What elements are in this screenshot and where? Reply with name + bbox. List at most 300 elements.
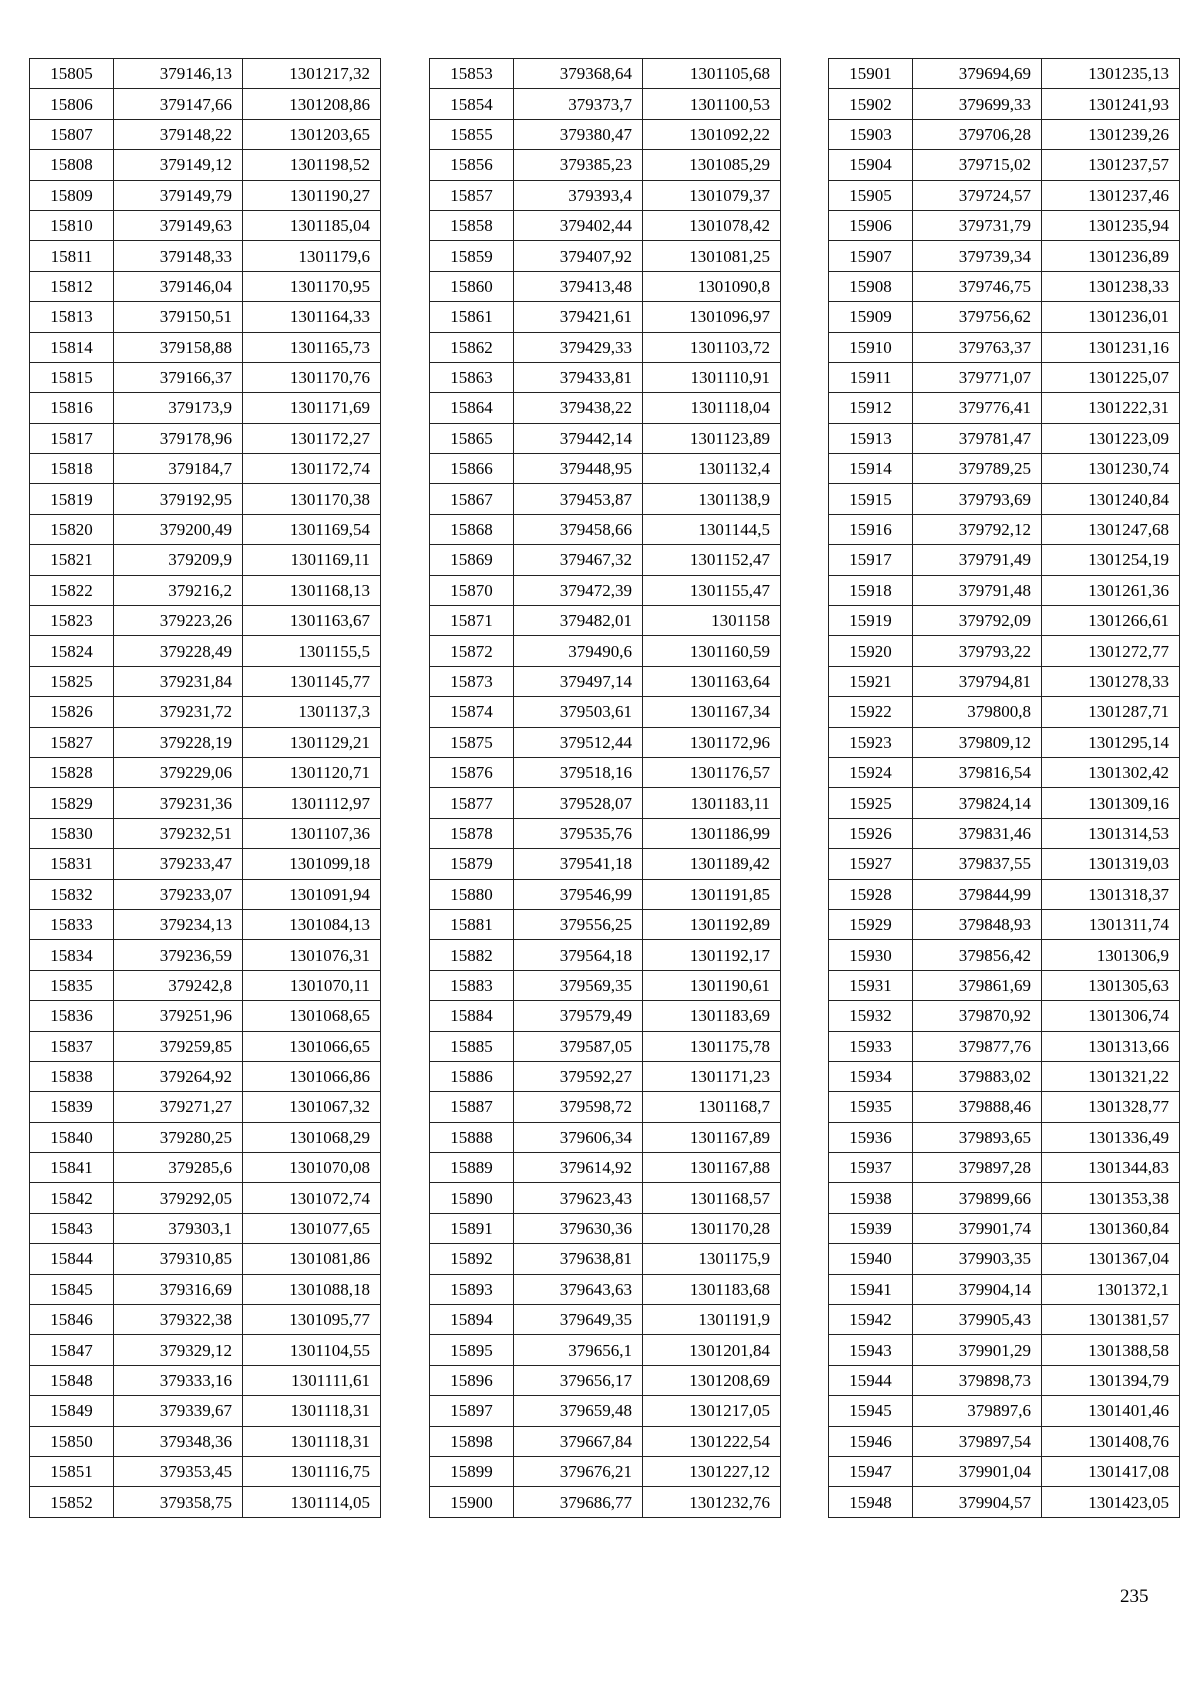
x-coordinate-cell: 379706,28 — [913, 119, 1042, 149]
y-coordinate-cell: 1301238,33 — [1042, 271, 1180, 301]
point-number-cell: 15869 — [430, 545, 514, 575]
x-coordinate-cell: 379800,8 — [913, 697, 1042, 727]
x-coordinate-cell: 379503,61 — [514, 697, 643, 727]
point-number-cell: 15876 — [430, 757, 514, 787]
point-number-cell: 15820 — [30, 514, 114, 544]
table-row — [829, 849, 1180, 879]
y-coordinate-cell: 1301192,17 — [643, 940, 781, 970]
point-number-cell: 15809 — [30, 180, 114, 210]
point-number-cell: 15885 — [430, 1031, 514, 1061]
point-number-cell: 15906 — [829, 210, 913, 240]
table-row — [829, 1031, 1180, 1061]
table-row — [30, 1487, 381, 1517]
x-coordinate-cell: 379333,16 — [114, 1365, 243, 1395]
x-coordinate-cell: 379407,92 — [514, 241, 643, 271]
point-number-cell: 15894 — [430, 1305, 514, 1335]
point-number-cell: 15927 — [829, 849, 913, 879]
table-row — [430, 1305, 781, 1335]
y-coordinate-cell: 1301203,65 — [243, 119, 381, 149]
y-coordinate-cell: 1301175,78 — [643, 1031, 781, 1061]
table-row — [430, 1122, 781, 1152]
y-coordinate-cell: 1301381,57 — [1042, 1305, 1180, 1335]
x-coordinate-cell: 379659,48 — [514, 1396, 643, 1426]
point-number-cell: 15860 — [430, 271, 514, 301]
point-number-cell: 15913 — [829, 423, 913, 453]
table-row — [30, 940, 381, 970]
y-coordinate-cell: 1301208,69 — [643, 1365, 781, 1395]
point-number-cell: 15945 — [829, 1396, 913, 1426]
x-coordinate-cell: 379158,88 — [114, 332, 243, 362]
y-coordinate-cell: 1301272,77 — [1042, 636, 1180, 666]
y-coordinate-cell: 1301401,46 — [1042, 1396, 1180, 1426]
table-row — [430, 788, 781, 818]
table-row — [430, 423, 781, 453]
point-number-cell: 15842 — [30, 1183, 114, 1213]
point-number-cell: 15837 — [30, 1031, 114, 1061]
y-coordinate-cell: 1301091,94 — [243, 879, 381, 909]
x-coordinate-cell: 379630,36 — [514, 1213, 643, 1243]
point-number-cell: 15834 — [30, 940, 114, 970]
table-row — [829, 1365, 1180, 1395]
table-row — [829, 970, 1180, 1000]
x-coordinate-cell: 379348,36 — [114, 1426, 243, 1456]
x-coordinate-cell: 379904,14 — [913, 1274, 1042, 1304]
x-coordinate-cell: 379223,26 — [114, 606, 243, 636]
y-coordinate-cell: 1301313,66 — [1042, 1031, 1180, 1061]
point-number-cell: 15867 — [430, 484, 514, 514]
y-coordinate-cell: 1301417,08 — [1042, 1456, 1180, 1486]
table-row — [829, 484, 1180, 514]
y-coordinate-cell: 1301066,65 — [243, 1031, 381, 1061]
point-number-cell: 15862 — [430, 332, 514, 362]
y-coordinate-cell: 1301168,57 — [643, 1183, 781, 1213]
x-coordinate-cell: 379837,55 — [913, 849, 1042, 879]
y-coordinate-cell: 1301217,32 — [243, 59, 381, 89]
table-row — [430, 150, 781, 180]
table-row — [30, 393, 381, 423]
y-coordinate-cell: 1301170,76 — [243, 362, 381, 392]
y-coordinate-cell: 1301314,53 — [1042, 818, 1180, 848]
point-number-cell: 15826 — [30, 697, 114, 727]
table-row — [30, 1396, 381, 1426]
table-row — [430, 59, 781, 89]
table-row — [829, 757, 1180, 787]
point-number-cell: 15858 — [430, 210, 514, 240]
x-coordinate-cell: 379791,49 — [913, 545, 1042, 575]
table-row — [829, 454, 1180, 484]
point-number-cell: 15940 — [829, 1244, 913, 1274]
table-row — [829, 788, 1180, 818]
y-coordinate-cell: 1301170,95 — [243, 271, 381, 301]
point-number-cell: 15915 — [829, 484, 913, 514]
point-number-cell: 15919 — [829, 606, 913, 636]
y-coordinate-cell: 1301081,86 — [243, 1244, 381, 1274]
x-coordinate-cell: 379458,66 — [514, 514, 643, 544]
point-number-cell: 15873 — [430, 666, 514, 696]
table-row — [30, 1274, 381, 1304]
x-coordinate-cell: 379739,34 — [913, 241, 1042, 271]
table-row — [829, 545, 1180, 575]
point-number-cell: 15830 — [30, 818, 114, 848]
point-number-cell: 15947 — [829, 1456, 913, 1486]
point-number-cell: 15852 — [30, 1487, 114, 1517]
y-coordinate-cell: 1301201,84 — [643, 1335, 781, 1365]
table-row — [430, 393, 781, 423]
x-coordinate-cell: 379229,06 — [114, 757, 243, 787]
table-row — [430, 636, 781, 666]
table-row — [430, 606, 781, 636]
table-row — [30, 1365, 381, 1395]
x-coordinate-cell: 379497,14 — [514, 666, 643, 696]
point-number-cell: 15937 — [829, 1153, 913, 1183]
x-coordinate-cell: 379322,38 — [114, 1305, 243, 1335]
point-number-cell: 15918 — [829, 575, 913, 605]
point-number-cell: 15902 — [829, 89, 913, 119]
x-coordinate-cell: 379897,28 — [913, 1153, 1042, 1183]
point-number-cell: 15933 — [829, 1031, 913, 1061]
y-coordinate-cell: 1301222,54 — [643, 1426, 781, 1456]
table-row — [30, 210, 381, 240]
x-coordinate-cell: 379579,49 — [514, 1001, 643, 1031]
table-row — [30, 1213, 381, 1243]
x-coordinate-cell: 379233,07 — [114, 879, 243, 909]
point-number-cell: 15942 — [829, 1305, 913, 1335]
y-coordinate-cell: 1301160,59 — [643, 636, 781, 666]
table-row — [430, 1456, 781, 1486]
x-coordinate-cell: 379656,17 — [514, 1365, 643, 1395]
point-number-cell: 15841 — [30, 1153, 114, 1183]
y-coordinate-cell: 1301232,76 — [643, 1487, 781, 1517]
y-coordinate-cell: 1301167,89 — [643, 1122, 781, 1152]
y-coordinate-cell: 1301239,26 — [1042, 119, 1180, 149]
y-coordinate-cell: 1301353,38 — [1042, 1183, 1180, 1213]
y-coordinate-cell: 1301225,07 — [1042, 362, 1180, 392]
x-coordinate-cell: 379339,67 — [114, 1396, 243, 1426]
x-coordinate-cell: 379429,33 — [514, 332, 643, 362]
point-number-cell: 15946 — [829, 1426, 913, 1456]
x-coordinate-cell: 379228,19 — [114, 727, 243, 757]
table-row — [430, 271, 781, 301]
table-row — [829, 1244, 1180, 1274]
point-number-cell: 15854 — [430, 89, 514, 119]
point-number-cell: 15925 — [829, 788, 913, 818]
y-coordinate-cell: 1301110,91 — [643, 362, 781, 392]
y-coordinate-cell: 1301103,72 — [643, 332, 781, 362]
y-coordinate-cell: 1301068,29 — [243, 1122, 381, 1152]
point-number-cell: 15853 — [430, 59, 514, 89]
y-coordinate-cell: 1301190,27 — [243, 180, 381, 210]
x-coordinate-cell: 379453,87 — [514, 484, 643, 514]
point-number-cell: 15807 — [30, 119, 114, 149]
table-row — [829, 575, 1180, 605]
x-coordinate-cell: 379512,44 — [514, 727, 643, 757]
x-coordinate-cell: 379310,85 — [114, 1244, 243, 1274]
point-number-cell: 15824 — [30, 636, 114, 666]
y-coordinate-cell: 1301118,31 — [243, 1426, 381, 1456]
point-number-cell: 15922 — [829, 697, 913, 727]
y-coordinate-cell: 1301388,58 — [1042, 1335, 1180, 1365]
table-row — [829, 119, 1180, 149]
point-number-cell: 15874 — [430, 697, 514, 727]
point-number-cell: 15817 — [30, 423, 114, 453]
y-coordinate-cell: 1301090,8 — [643, 271, 781, 301]
x-coordinate-cell: 379231,84 — [114, 666, 243, 696]
point-number-cell: 15929 — [829, 909, 913, 939]
y-coordinate-cell: 1301360,84 — [1042, 1213, 1180, 1243]
table-row — [30, 575, 381, 605]
point-number-cell: 15810 — [30, 210, 114, 240]
x-coordinate-cell: 379888,46 — [913, 1092, 1042, 1122]
y-coordinate-cell: 1301105,68 — [643, 59, 781, 89]
x-coordinate-cell: 379303,1 — [114, 1213, 243, 1243]
x-coordinate-cell: 379897,54 — [913, 1426, 1042, 1456]
y-coordinate-cell: 1301306,74 — [1042, 1001, 1180, 1031]
y-coordinate-cell: 1301172,27 — [243, 423, 381, 453]
x-coordinate-cell: 379809,12 — [913, 727, 1042, 757]
table-row — [30, 757, 381, 787]
x-coordinate-cell: 379209,9 — [114, 545, 243, 575]
table-row — [430, 1396, 781, 1426]
x-coordinate-cell: 379353,45 — [114, 1456, 243, 1486]
y-coordinate-cell: 1301167,88 — [643, 1153, 781, 1183]
table-row — [30, 636, 381, 666]
x-coordinate-cell: 379901,74 — [913, 1213, 1042, 1243]
y-coordinate-cell: 1301170,28 — [643, 1213, 781, 1243]
y-coordinate-cell: 1301072,74 — [243, 1183, 381, 1213]
table-row — [430, 1031, 781, 1061]
point-number-cell: 15881 — [430, 909, 514, 939]
y-coordinate-cell: 1301254,19 — [1042, 545, 1180, 575]
y-coordinate-cell: 1301164,33 — [243, 302, 381, 332]
x-coordinate-cell: 379649,35 — [514, 1305, 643, 1335]
table-row — [430, 1335, 781, 1365]
x-coordinate-cell: 379763,37 — [913, 332, 1042, 362]
point-number-cell: 15868 — [430, 514, 514, 544]
table-row — [430, 454, 781, 484]
table-row — [430, 210, 781, 240]
point-number-cell: 15907 — [829, 241, 913, 271]
coordinate-table-2 — [429, 58, 781, 1518]
y-coordinate-cell: 1301305,63 — [1042, 970, 1180, 1000]
table-row — [430, 575, 781, 605]
y-coordinate-cell: 1301165,73 — [243, 332, 381, 362]
table-row — [829, 1456, 1180, 1486]
point-number-cell: 15900 — [430, 1487, 514, 1517]
table-row — [30, 1031, 381, 1061]
y-coordinate-cell: 1301222,31 — [1042, 393, 1180, 423]
point-number-cell: 15861 — [430, 302, 514, 332]
point-number-cell: 15850 — [30, 1426, 114, 1456]
x-coordinate-cell: 379467,32 — [514, 545, 643, 575]
y-coordinate-cell: 1301104,55 — [243, 1335, 381, 1365]
point-number-cell: 15908 — [829, 271, 913, 301]
table-row — [430, 1001, 781, 1031]
point-number-cell: 15859 — [430, 241, 514, 271]
x-coordinate-cell: 379385,23 — [514, 150, 643, 180]
table-row — [30, 241, 381, 271]
table-row — [30, 545, 381, 575]
x-coordinate-cell: 379781,47 — [913, 423, 1042, 453]
table-row — [30, 1153, 381, 1183]
y-coordinate-cell: 1301237,57 — [1042, 150, 1180, 180]
x-coordinate-cell: 379776,41 — [913, 393, 1042, 423]
y-coordinate-cell: 1301261,36 — [1042, 575, 1180, 605]
y-coordinate-cell: 1301100,53 — [643, 89, 781, 119]
table-row — [430, 727, 781, 757]
point-number-cell: 15943 — [829, 1335, 913, 1365]
point-number-cell: 15912 — [829, 393, 913, 423]
y-coordinate-cell: 1301230,74 — [1042, 454, 1180, 484]
y-coordinate-cell: 1301138,9 — [643, 484, 781, 514]
table-row — [430, 484, 781, 514]
table-row — [30, 1335, 381, 1365]
page-number: 235 — [1120, 1586, 1149, 1607]
x-coordinate-cell: 379903,35 — [913, 1244, 1042, 1274]
point-number-cell: 15878 — [430, 818, 514, 848]
table-row — [829, 1183, 1180, 1213]
point-number-cell: 15866 — [430, 454, 514, 484]
y-coordinate-cell: 1301081,25 — [643, 241, 781, 271]
y-coordinate-cell: 1301144,5 — [643, 514, 781, 544]
x-coordinate-cell: 379528,07 — [514, 788, 643, 818]
point-number-cell: 15849 — [30, 1396, 114, 1426]
x-coordinate-cell: 379638,81 — [514, 1244, 643, 1274]
y-coordinate-cell: 1301169,11 — [243, 545, 381, 575]
table-row — [829, 1122, 1180, 1152]
point-number-cell: 15890 — [430, 1183, 514, 1213]
table-row — [30, 119, 381, 149]
table-row — [30, 59, 381, 89]
y-coordinate-cell: 1301236,01 — [1042, 302, 1180, 332]
point-number-cell: 15916 — [829, 514, 913, 544]
point-number-cell: 15870 — [430, 575, 514, 605]
table-row — [430, 1153, 781, 1183]
table-row — [829, 150, 1180, 180]
point-number-cell: 15845 — [30, 1274, 114, 1304]
coordinate-table-1 — [29, 58, 381, 1518]
table-row — [829, 1305, 1180, 1335]
table-row — [430, 849, 781, 879]
y-coordinate-cell: 1301163,64 — [643, 666, 781, 696]
table-row — [829, 636, 1180, 666]
point-number-cell: 15828 — [30, 757, 114, 787]
x-coordinate-cell: 379233,47 — [114, 849, 243, 879]
x-coordinate-cell: 379402,44 — [514, 210, 643, 240]
point-number-cell: 15903 — [829, 119, 913, 149]
table-row — [30, 484, 381, 514]
point-number-cell: 15825 — [30, 666, 114, 696]
x-coordinate-cell: 379883,02 — [913, 1061, 1042, 1091]
x-coordinate-cell: 379564,18 — [514, 940, 643, 970]
y-coordinate-cell: 1301192,89 — [643, 909, 781, 939]
x-coordinate-cell: 379901,04 — [913, 1456, 1042, 1486]
point-number-cell: 15939 — [829, 1213, 913, 1243]
x-coordinate-cell: 379831,46 — [913, 818, 1042, 848]
x-coordinate-cell: 379877,76 — [913, 1031, 1042, 1061]
point-number-cell: 15928 — [829, 879, 913, 909]
point-number-cell: 15892 — [430, 1244, 514, 1274]
x-coordinate-cell: 379587,05 — [514, 1031, 643, 1061]
point-number-cell: 15909 — [829, 302, 913, 332]
point-number-cell: 15914 — [829, 454, 913, 484]
coordinate-table-3 — [828, 58, 1180, 1518]
x-coordinate-cell: 379329,12 — [114, 1335, 243, 1365]
y-coordinate-cell: 1301118,31 — [243, 1396, 381, 1426]
point-number-cell: 15855 — [430, 119, 514, 149]
table-row — [30, 879, 381, 909]
point-number-cell: 15864 — [430, 393, 514, 423]
table-row — [829, 1213, 1180, 1243]
table-row — [829, 606, 1180, 636]
y-coordinate-cell: 1301191,9 — [643, 1305, 781, 1335]
x-coordinate-cell: 379792,12 — [913, 514, 1042, 544]
point-number-cell: 15880 — [430, 879, 514, 909]
x-coordinate-cell: 379816,54 — [913, 757, 1042, 787]
table-row — [30, 849, 381, 879]
table-row — [30, 89, 381, 119]
point-number-cell: 15833 — [30, 909, 114, 939]
table-row — [30, 1183, 381, 1213]
table-row — [30, 1001, 381, 1031]
y-coordinate-cell: 1301076,31 — [243, 940, 381, 970]
table-row — [30, 909, 381, 939]
x-coordinate-cell: 379149,79 — [114, 180, 243, 210]
y-coordinate-cell: 1301123,89 — [643, 423, 781, 453]
y-coordinate-cell: 1301067,32 — [243, 1092, 381, 1122]
x-coordinate-cell: 379791,48 — [913, 575, 1042, 605]
y-coordinate-cell: 1301145,77 — [243, 666, 381, 696]
table-row — [829, 302, 1180, 332]
x-coordinate-cell: 379433,81 — [514, 362, 643, 392]
x-coordinate-cell: 379793,22 — [913, 636, 1042, 666]
table-row — [829, 1061, 1180, 1091]
table-row — [430, 1365, 781, 1395]
y-coordinate-cell: 1301175,9 — [643, 1244, 781, 1274]
table-row — [30, 606, 381, 636]
table-row — [829, 818, 1180, 848]
x-coordinate-cell: 379518,16 — [514, 757, 643, 787]
point-number-cell: 15898 — [430, 1426, 514, 1456]
point-number-cell: 15935 — [829, 1092, 913, 1122]
x-coordinate-cell: 379264,92 — [114, 1061, 243, 1091]
table-row — [30, 727, 381, 757]
y-coordinate-cell: 1301092,22 — [643, 119, 781, 149]
x-coordinate-cell: 379146,13 — [114, 59, 243, 89]
y-coordinate-cell: 1301129,21 — [243, 727, 381, 757]
table-row — [30, 423, 381, 453]
table-row — [829, 210, 1180, 240]
x-coordinate-cell: 379676,21 — [514, 1456, 643, 1486]
point-number-cell: 15838 — [30, 1061, 114, 1091]
point-number-cell: 15938 — [829, 1183, 913, 1213]
table-row — [829, 89, 1180, 119]
y-coordinate-cell: 1301169,54 — [243, 514, 381, 544]
table-row — [430, 1244, 781, 1274]
point-number-cell: 15814 — [30, 332, 114, 362]
x-coordinate-cell: 379592,27 — [514, 1061, 643, 1091]
table-row — [430, 514, 781, 544]
x-coordinate-cell: 379438,22 — [514, 393, 643, 423]
table-row — [30, 1426, 381, 1456]
y-coordinate-cell: 1301172,74 — [243, 454, 381, 484]
table-row — [829, 514, 1180, 544]
point-number-cell: 15941 — [829, 1274, 913, 1304]
y-coordinate-cell: 1301171,69 — [243, 393, 381, 423]
point-number-cell: 15816 — [30, 393, 114, 423]
point-number-cell: 15851 — [30, 1456, 114, 1486]
x-coordinate-cell: 379166,37 — [114, 362, 243, 392]
x-coordinate-cell: 379893,65 — [913, 1122, 1042, 1152]
